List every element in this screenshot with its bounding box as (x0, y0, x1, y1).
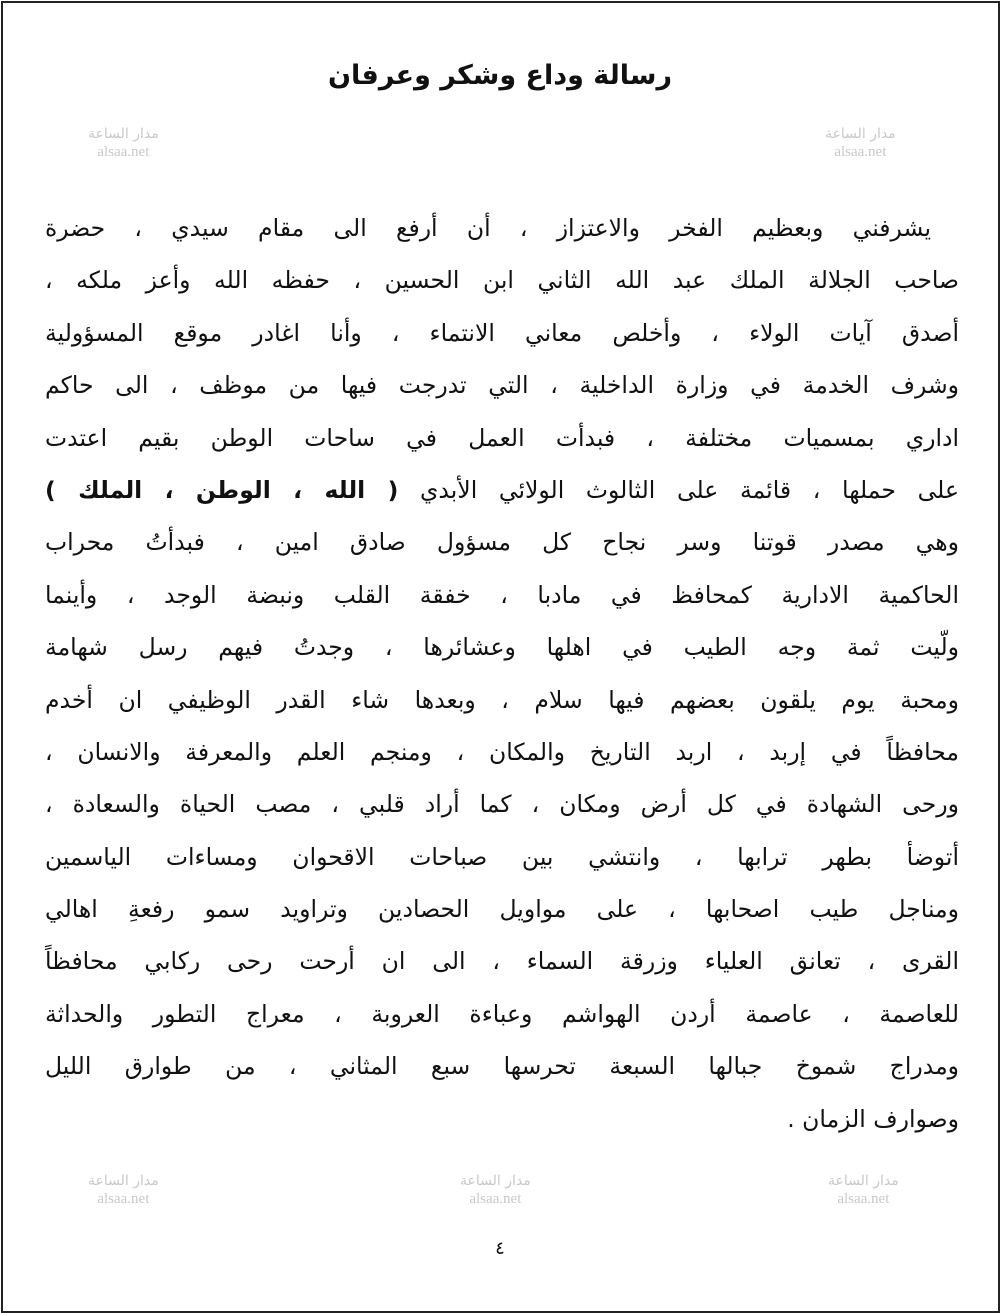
body-line: القرى ، تعانق العلياء وزرقة السماء ، الى ان أرحت رحى ركابي محافظاً (45, 947, 959, 976)
page-number: ٤ (495, 1238, 505, 1259)
watermark-latin: alsaa.net (97, 1191, 150, 1207)
letter-body (45, 202, 959, 1145)
watermark (88, 1172, 159, 1208)
watermark-arabic: مدار الساعة (825, 126, 896, 142)
watermark-arabic: مدار الساعة (88, 1173, 159, 1189)
body-line: محافظاً في إربد ، اربد التاريخ والمكان ، ومنجم العلم والمعرفة والانسان ، (45, 737, 959, 766)
watermark (460, 1172, 531, 1208)
body-line: ومدراج شموخ جبالها السبعة تحرسها سبع المثاني ، من طوارق الليل (45, 1052, 959, 1081)
watermark-latin: alsaa.net (97, 144, 150, 160)
body-line: اداري بمسميات مختلفة ، فبدأت العمل في ساحات الوطن بقيم اعتدت (45, 423, 959, 452)
watermark-arabic: مدار الساعة (88, 126, 159, 142)
watermark (828, 1172, 899, 1208)
body-line (45, 202, 959, 254)
body-line: ومحبة يوم يلقون بعضهم فيها سلام ، وبعدها شاء القدر الوظيفي ان أخدم (45, 685, 959, 714)
body-line: وصوارف الزمان . (787, 1104, 959, 1133)
body-line: ومناجل طيب اصحابها ، على مواويل الحصادين وتراويد سمو رفعةِ اهالي (45, 895, 959, 924)
body-line: ولّيت ثمة وجه الطيب في اهلها وعشائرها ، وجدتُ فيهم رسل شهامة (45, 633, 959, 662)
body-line: أصدق آيات الولاء ، وأخلص معاني الانتماء ، وأنا اغادر موقع المسؤولية (45, 318, 959, 347)
watermark (88, 125, 159, 161)
body-line: وشرف الخدمة في وزارة الداخلية ، التي تدرجت فيها من موظف ، الى حاكم (45, 371, 959, 400)
watermark-latin: alsaa.net (834, 144, 887, 160)
document-title: رسالة وداع وشكر وعرفان (328, 60, 672, 91)
body-line: ورحى الشهادة في كل أرض ومكان ، كما أراد قلبي ، مصب الحياة والسعادة ، (45, 790, 959, 819)
watermark-arabic: مدار الساعة (460, 1173, 531, 1189)
watermark-latin: alsaa.net (469, 1191, 522, 1207)
watermark (825, 125, 896, 161)
watermark-arabic: مدار الساعة (828, 1173, 899, 1189)
body-line (45, 464, 959, 516)
body-line: صاحب الجلالة الملك عبد الله الثاني ابن الحسين ، حفظه الله وأعز ملكه ، (45, 266, 959, 295)
body-line-text: على حملها ، قائمة على الثالوث الولائي الأبدي (420, 475, 959, 504)
watermark-latin: alsaa.net (837, 1191, 890, 1207)
body-line-text: يشرفني وبعظيم الفخر والاعتزاز ، أن أرفع الى مقام سيدي ، حضرة (45, 214, 931, 242)
body-line: الحاكمية الادارية كمحافظ في مادبا ، خفقة القلب ونبضة الوجد ، وأينما (45, 580, 959, 609)
body-line: وهي مصدر قوتنا وسر نجاح كل مسؤول صادق امين ، فبدأتُ محراب (45, 528, 959, 557)
bold-phrase: ( الله ، الوطن ، الملك ) (45, 475, 399, 504)
body-line: أتوضأ بطهر ترابها ، وانتشي بين صباحات الاقحوان ومساءات الياسمين (45, 842, 959, 871)
body-line: للعاصمة ، عاصمة أردن الهواشم وعباءة العروبة ، معراج التطور والحداثة (45, 999, 959, 1028)
